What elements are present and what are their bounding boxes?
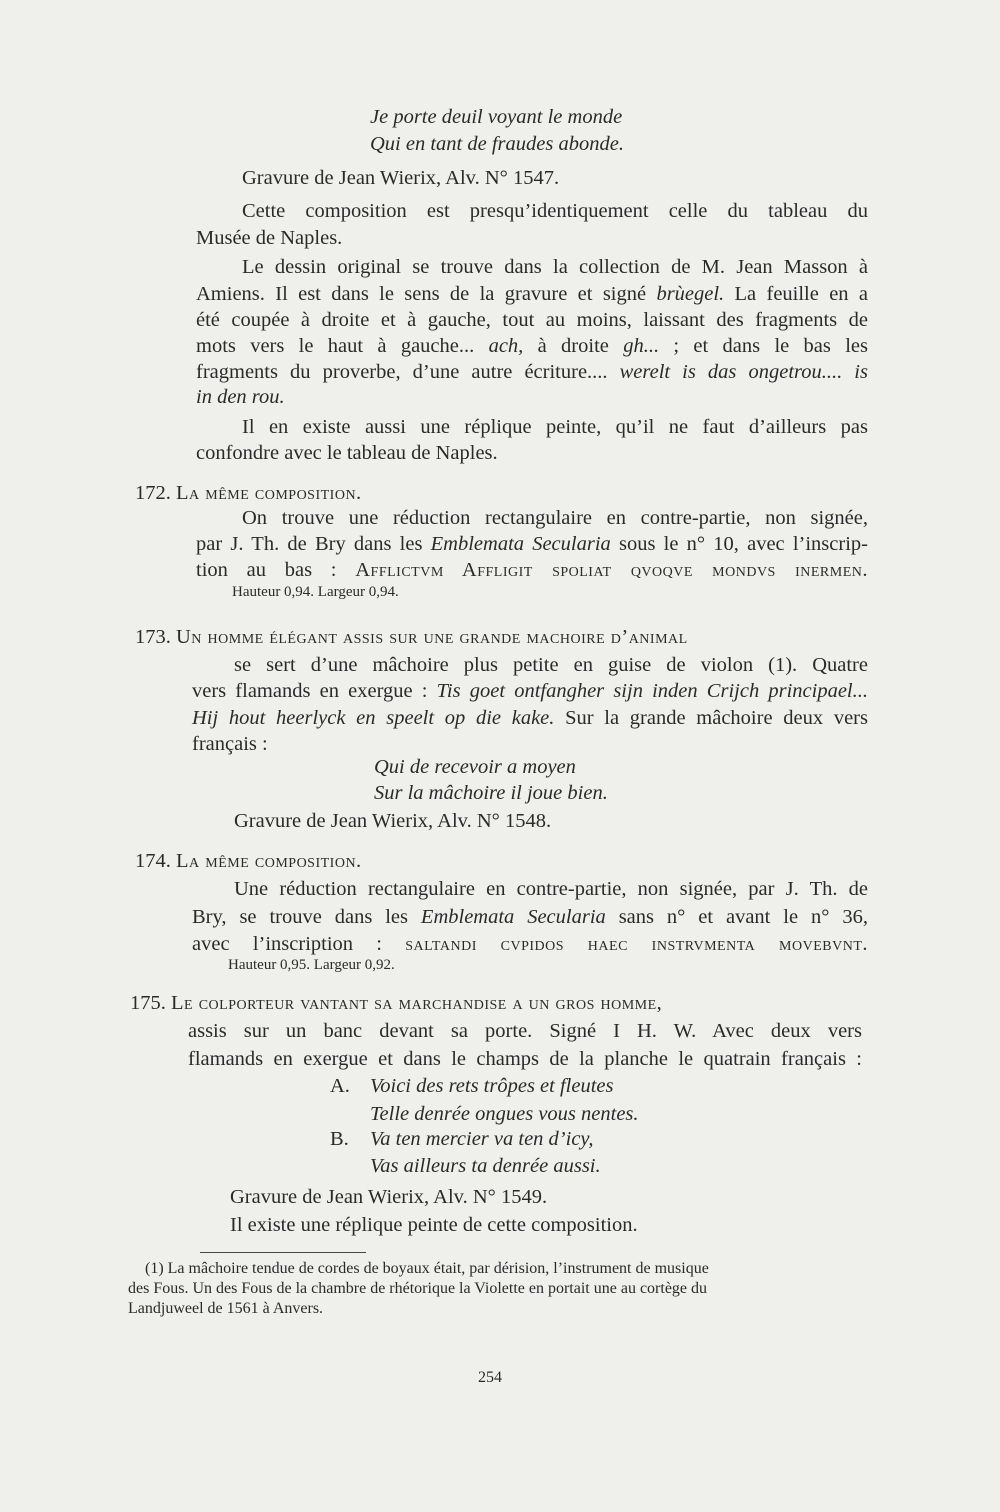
paragraph-line: in den rou. bbox=[196, 386, 285, 408]
paragraph-line: confondre avec le tableau de Naples. bbox=[196, 442, 498, 464]
verse-label: A. bbox=[330, 1075, 350, 1097]
book-title: Emblemata Secularia bbox=[430, 533, 611, 555]
paragraph-line bbox=[196, 333, 868, 359]
entry-number: 174. bbox=[135, 850, 171, 872]
verse-line: Telle denrée ongues vous nentes. bbox=[370, 1103, 639, 1125]
text-run: avec l’inscription : bbox=[192, 933, 406, 955]
text-run: à droite bbox=[523, 335, 624, 357]
text-run: ach, bbox=[488, 335, 524, 357]
text-run: fragments du proverbe, d’une autre écriture.... bbox=[196, 361, 620, 383]
paragraph-line bbox=[192, 931, 868, 957]
text-run: ; et dans le bas les bbox=[659, 335, 868, 357]
verse-line: Voici des rets trôpes et fleutes bbox=[370, 1075, 614, 1097]
paragraph-line: Il existe une réplique peinte de cette composition. bbox=[230, 1214, 638, 1236]
paragraph-line: assis sur un banc devant sa porte. Signé I H. W. Avec deux vers bbox=[188, 1020, 862, 1042]
dimensions: Hauteur 0,95. Largeur 0,92. bbox=[228, 957, 395, 973]
paragraph-line: Il en existe aussi une réplique peinte, qu’il ne faut d’ailleurs pas bbox=[242, 416, 868, 438]
inscription: saltandi cvpidos haec instrvmenta movebvnt. bbox=[405, 933, 868, 955]
paragraph-line: Le dessin original se trouve dans la collection de M. Jean Masson à bbox=[242, 256, 868, 278]
paragraph-line: Cette composition est presqu’identiquement celle du tableau du bbox=[242, 200, 868, 222]
text-run: gh... bbox=[623, 335, 660, 357]
paragraph-line bbox=[192, 705, 868, 731]
entry-title: La même composition. bbox=[176, 850, 362, 872]
paragraph-line bbox=[196, 359, 868, 385]
entry-title: La même composition. bbox=[176, 482, 362, 504]
text-run: Sur la grande mâchoire deux vers bbox=[554, 707, 868, 729]
text-run: tion au bas : bbox=[196, 559, 356, 581]
paragraph-line: été coupée à droite et à gauche, tout au moins, laissant des fragments de bbox=[196, 309, 868, 331]
paragraph-line: flamands en exergue et dans le champs de la planche le quatrain français : bbox=[188, 1048, 862, 1070]
entry-heading bbox=[135, 624, 688, 650]
engraving-reference: Gravure de Jean Wierix, Alv. N° 1548. bbox=[234, 810, 552, 832]
flemish-verse: Hij hout heerlyck en speelt op die kake. bbox=[192, 707, 555, 729]
entry-number: 175. bbox=[130, 992, 166, 1014]
entry-heading bbox=[135, 848, 362, 874]
engraving-reference: Gravure de Jean Wierix, Alv. N° 1549. bbox=[230, 1186, 548, 1208]
footnote-line: (1) La mâchoire tendue de cordes de boyaux était, par dérision, l’instrument de musique bbox=[145, 1260, 709, 1277]
entry-title: Un homme élégant assis sur une grande machoire d’animal bbox=[176, 626, 688, 648]
footnote-rule bbox=[200, 1252, 366, 1253]
verse-label: B. bbox=[330, 1128, 349, 1150]
text-run: Bry, se trouve dans les bbox=[192, 906, 421, 928]
text-run: La feuille en a bbox=[724, 283, 868, 305]
text-run: werelt is das ongetrou.... is bbox=[619, 361, 868, 383]
footnote-line: des Fous. Un des Fous de la chambre de rhétorique la Violette en portait une au cortège du bbox=[128, 1280, 708, 1297]
paragraph-line: Une réduction rectangulaire en contre-partie, non signée, par J. Th. de bbox=[234, 878, 868, 900]
verse-line: Sur la mâchoire il joue bien. bbox=[374, 782, 608, 804]
paragraph-line bbox=[196, 531, 868, 557]
text-run: sans n° et avant le n° 36, bbox=[605, 906, 868, 928]
text-run: Amiens. Il est dans le sens de la gravure et signé bbox=[196, 283, 657, 305]
paragraph-line: se sert d’une mâchoire plus petite en guise de violon (1). Quatre bbox=[234, 654, 868, 676]
paragraph-line bbox=[196, 557, 868, 583]
paragraph-line: français : bbox=[192, 733, 268, 755]
engraving-reference: Gravure de Jean Wierix, Alv. N° 1547. bbox=[242, 167, 560, 189]
text-run: vers flamands en exergue : bbox=[192, 680, 437, 702]
entry-number: 173. bbox=[135, 626, 171, 648]
paragraph-line bbox=[192, 904, 868, 930]
entry-heading bbox=[135, 480, 362, 506]
verse-line: Qui de recevoir a moyen bbox=[374, 756, 576, 778]
text-run: sous le n° 10, avec l’inscrip- bbox=[610, 533, 868, 555]
text-run: par J. Th. de Bry dans les bbox=[196, 533, 431, 555]
paragraph-line bbox=[192, 678, 868, 704]
verse-line: Va ten mercier va ten d’icy, bbox=[370, 1128, 594, 1150]
entry-number: 172. bbox=[135, 482, 171, 504]
entry-title: Le colporteur vantant sa marchandise a un gros homme, bbox=[171, 992, 663, 1014]
verse-line: Je porte deuil voyant le monde bbox=[370, 106, 623, 128]
book-title: Emblemata Secularia bbox=[420, 906, 606, 928]
dimensions: Hauteur 0,94. Largeur 0,94. bbox=[232, 584, 399, 600]
signature-text: brùegel. bbox=[656, 283, 725, 305]
verse-line: Qui en tant de fraudes abonde. bbox=[370, 133, 624, 155]
verse-line: Vas ailleurs ta denrée aussi. bbox=[370, 1155, 601, 1177]
paragraph-line: Musée de Naples. bbox=[196, 227, 343, 249]
footnote-line: Landjuweel de 1561 à Anvers. bbox=[128, 1300, 324, 1317]
text-run: mots vers le haut à gauche... bbox=[196, 335, 489, 357]
inscription: Afflictvm Affligit spoliat qvoqve mondvs inermen. bbox=[355, 559, 868, 581]
page-number: 254 bbox=[478, 1369, 502, 1386]
flemish-verse: Tis goet ontfangher sijn inden Crijch principael... bbox=[436, 680, 868, 702]
paragraph-line bbox=[196, 281, 868, 307]
entry-heading bbox=[130, 990, 662, 1016]
paragraph-line: On trouve une réduction rectangulaire en contre-partie, non signée, bbox=[242, 507, 868, 529]
